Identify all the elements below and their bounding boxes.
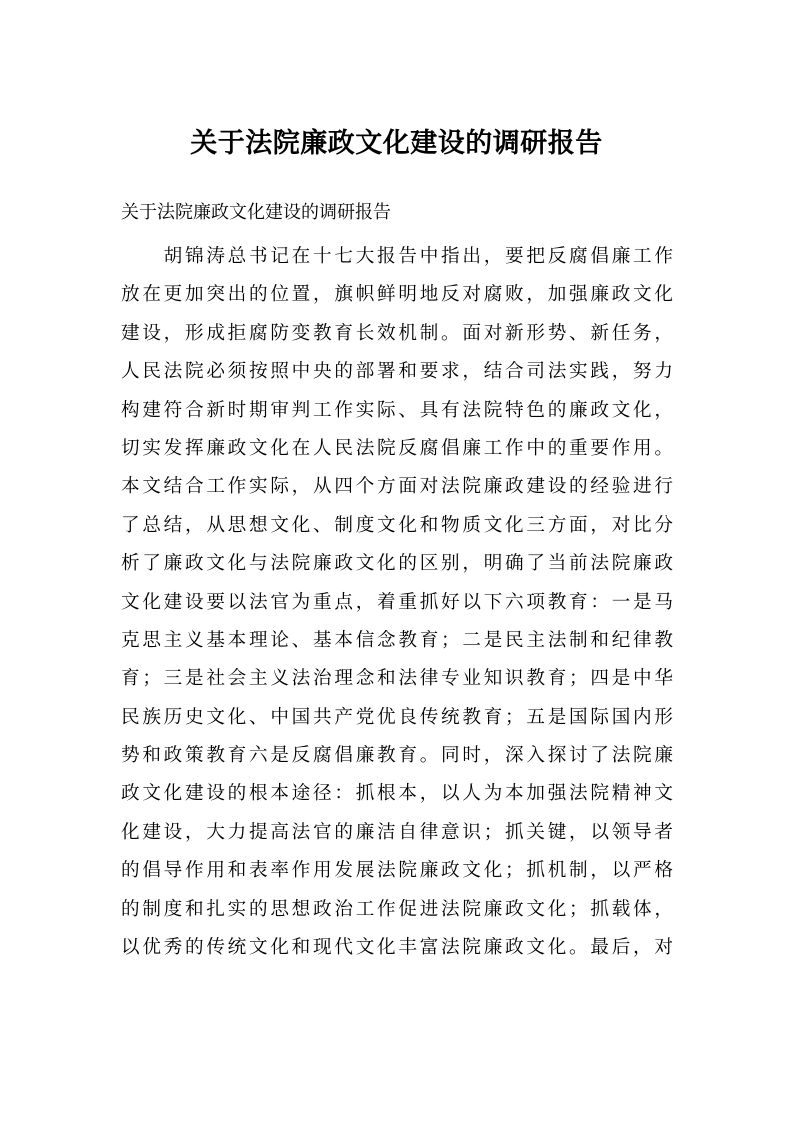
body-line: 民族历史文化、中国共产党优良传统教育；五是国际国内形	[121, 706, 673, 728]
document-subtitle: 关于法院廉政文化建设的调研报告	[121, 202, 391, 223]
body-line: 文化建设要以法官为重点，着重抓好以下六项教育：一是马	[121, 591, 673, 613]
body-line: 化建设，大力提高法官的廉洁自律意识；抓关键，以领导者	[121, 821, 673, 843]
body-line: 的制度和扎实的思想政治工作促进法院廉政文化；抓载体，	[121, 898, 673, 920]
body-line: 构建符合新时期审判工作实际、具有法院特色的廉政文化，	[121, 399, 673, 421]
body-line: 切实发挥廉政文化在人民法院反腐倡廉工作中的重要作用。	[121, 437, 673, 459]
body-line: 放在更加突出的位置，旗帜鲜明地反对腐败，加强廉政文化	[121, 284, 673, 306]
body-line: 人民法院必须按照中央的部署和要求，结合司法实践，努力	[121, 361, 673, 383]
body-line: 的倡导作用和表率作用发展法院廉政文化；抓机制，以严格	[121, 860, 673, 882]
document-body	[121, 238, 673, 967]
body-line: 胡锦涛总书记在十七大报告中指出，要把反腐倡廉工作	[121, 246, 673, 267]
body-line: 政文化建设的根本途径：抓根本，以人为本加强法院精神文	[121, 783, 673, 805]
body-line: 析了廉政文化与法院廉政文化的区别，明确了当前法院廉政	[121, 553, 673, 575]
body-line: 建设，形成拒腐防变教育长效机制。面对新形势、新任务，	[121, 322, 673, 344]
body-line: 克思主义基本理论、基本信念教育；二是民主法制和纪律教	[121, 629, 673, 651]
body-line: 以优秀的传统文化和现代文化丰富法院廉政文化。最后，对	[121, 937, 673, 959]
body-line: 了总结，从思想文化、制度文化和物质文化三方面，对比分	[121, 514, 673, 536]
body-line: 育；三是社会主义法治理念和法律专业知识教育；四是中华	[121, 668, 673, 690]
body-line: 本文结合工作实际，从四个方面对法院廉政建设的经验进行	[121, 476, 673, 498]
document-title: 关于法院廉政文化建设的调研报告	[190, 128, 603, 159]
body-line: 势和政策教育六是反腐倡廉教育。同时，深入探讨了法院廉	[121, 745, 673, 767]
